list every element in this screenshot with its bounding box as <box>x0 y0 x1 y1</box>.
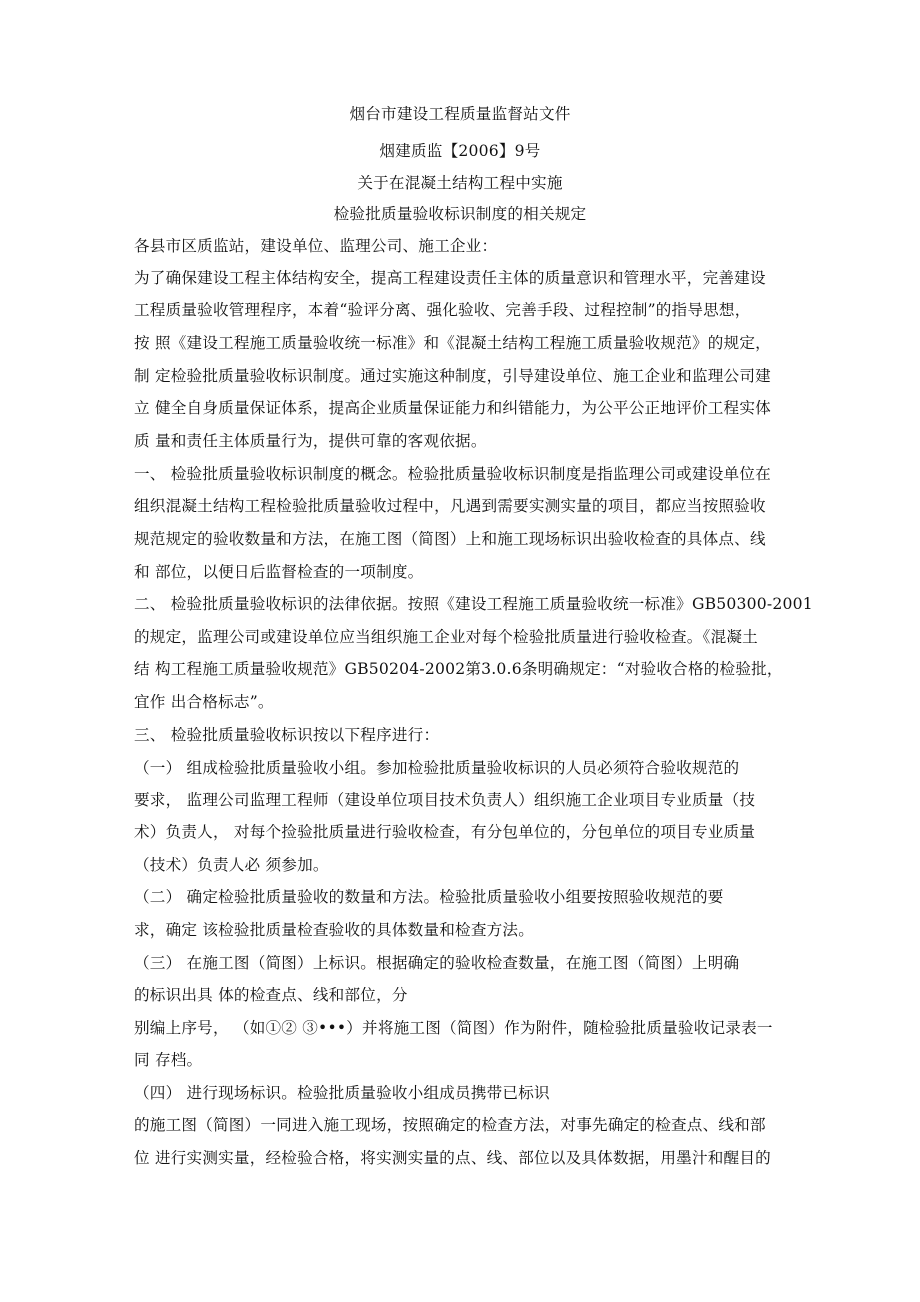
step-two: （二） 确定检验批质量验收的数量和方法。检验批质量验收小组要按照验收规范的要 <box>134 888 724 906</box>
document-title-line-2: 检验批质量验收标识制度的相关规定 <box>333 205 587 223</box>
body-line: 结 构工程施工质量验收规范》GB50204-2002第3.0.6条明确规定：“对验收合格的检验批， <box>134 660 783 678</box>
body-line: 别编上序号， （如①② ③•••）并将施工图（简图）作为附件，随检验批质量验收记录表一 <box>134 1019 773 1037</box>
step-four: （四） 进行现场标识。检验批质量验收小组成员携带已标识 <box>134 1084 550 1102</box>
addressee: 各县市区质监站，建设单位、监理公司、施工企业： <box>134 237 498 255</box>
body-line: 的施工图（简图）一同进入施工现场，按照确定的检查方法，对事先确定的检查点、线和部 <box>134 1116 766 1134</box>
body-line: 的标识出具 体的检查点、线和部位，分 <box>134 986 408 1004</box>
document-number: 烟建质监【2006】9号 <box>379 142 541 160</box>
section-one-heading: 一、 检验批质量验收标识制度的概念。检验批质量验收标识制度是指监理公司或建设单位在 <box>134 465 771 483</box>
section-three-heading: 三、 检验批质量验收标识按以下程序进行： <box>134 726 440 744</box>
body-line: 规范规定的验收数量和方法，在施工图（简图）上和施工现场标识出验收检查的具体点、线 <box>134 530 766 548</box>
step-one: （一） 组成检验批质量验收小组。参加检验批质量验收标识的人员必须符合验收规范的 <box>134 759 740 777</box>
step-three: （三） 在施工图（简图）上标识。根据确定的验收检查数量，在施工图（简图）上明确 <box>134 954 740 972</box>
section-two-heading: 二、 检验批质量验收标识的法律依据。按照《建设工程施工质量验收统一标准》GB50300-2001 <box>134 595 813 613</box>
document-title-line-1: 关于在混凝土结构工程中实施 <box>357 174 563 192</box>
body-line: 组织混凝土结构工程检验批质量验收过程中，凡遇到需要实测实量的项目，都应当按照验收 <box>134 497 766 515</box>
body-line: 宜作 出合格标志”。 <box>134 693 274 711</box>
body-line: 和 部位，以便日后监督检查的一项制度。 <box>134 563 424 581</box>
body-line: 立 健全自身质量保证体系，提高企业质量保证能力和纠错能力，为公平公正地评价工程实体 <box>134 399 771 417</box>
issuer-title: 烟台市建设工程质量监督站文件 <box>349 105 571 123</box>
body-line: 求，确定 该检验批质量检查验收的具体数量和检查方法。 <box>134 921 535 939</box>
body-line: 的规定，监理公司或建设单位应当组织施工企业对每个检验批质量进行验收检查。《混凝土 <box>134 628 758 646</box>
body-line: 按 照《建设工程施工质量验收统一标准》和《混凝土结构工程施工质量验收规范》的规定， <box>134 334 771 352</box>
body-line: 制 定检验批质量验收标识制度。通过实施这种制度，引导建设单位、施工企业和监理公司建 <box>134 367 771 385</box>
body-line: 要求， 监理公司监理工程师（建设单位项目技术负责人）组织施工企业项目专业质量（技 <box>134 791 756 809</box>
body-line: 同 存档。 <box>134 1051 203 1069</box>
body-line: 术）负责人， 对每个捡验批质量进行验收检查，有分包单位的，分包单位的项目专业质量 <box>134 823 756 841</box>
body-line: （技术）负责人必 须参加。 <box>134 856 329 874</box>
body-line: 位 进行实测实量，经检验合格，将实测实量的点、线、部位以及具体数据，用墨汁和醒目的 <box>134 1149 771 1167</box>
body-line: 工程质量验收管理程序，本着“验评分离、强化验收、完善手段、过程控制”的指导思想， <box>134 301 751 319</box>
body-line: 为了确保建设工程主体结构安全，提高工程建设责任主体的质量意识和管理水平，完善建设 <box>134 269 766 287</box>
body-line: 质 量和责任主体质量行为，提供可靠的客观依据。 <box>134 432 487 450</box>
